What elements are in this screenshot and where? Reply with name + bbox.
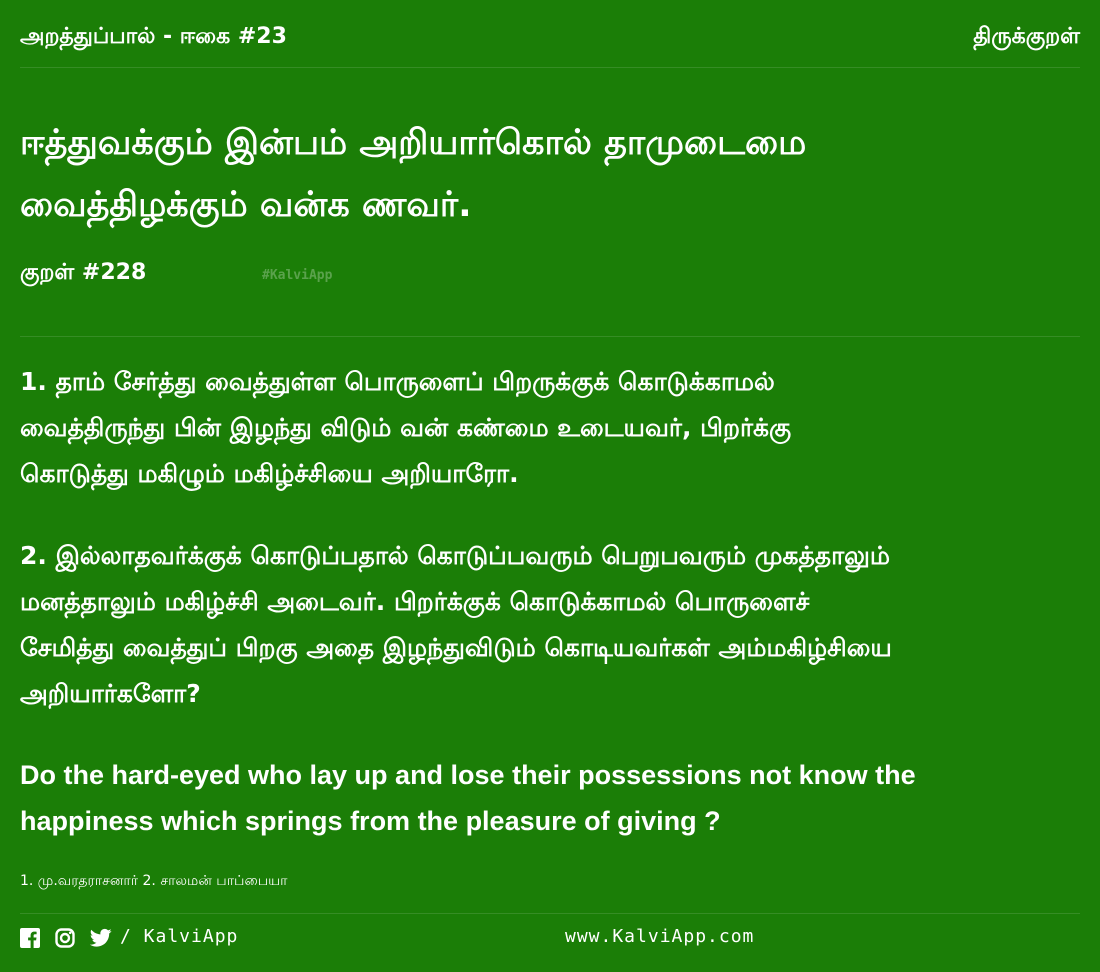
social-handle[interactable]: / KalviApp bbox=[120, 926, 239, 947]
meaning-line: சேமித்து வைத்துப் பிறகு அதை இழந்துவிடும் கொடியவர்கள் அம்மகிழ்சியை bbox=[20, 633, 892, 662]
kural-number: குறள் #228 bbox=[20, 260, 147, 285]
kural-line-1: ஈத்துவக்கும் இன்பம் அறியார்கொல் தாமுடைமை bbox=[20, 123, 807, 163]
meaning-line: கொடுத்து மகிழும் மகிழ்ச்சியை அறியாரோ. bbox=[20, 459, 519, 488]
meaning-line: 1. தாம் சேர்த்து வைத்துள்ள பொருளைப் பிறருக்குக் கொடுக்காமல் bbox=[20, 367, 775, 396]
twitter-icon[interactable] bbox=[90, 928, 112, 952]
watermark-tag: #KalviApp bbox=[262, 268, 333, 283]
top-bar bbox=[20, 24, 1080, 56]
section-title: அறத்துப்பால் - ஈகை #23 bbox=[20, 24, 287, 49]
meaning-2 bbox=[20, 533, 1090, 717]
english-translation bbox=[20, 752, 1080, 844]
social-links bbox=[20, 928, 122, 948]
footer-divider bbox=[20, 913, 1080, 914]
website-link[interactable]: www.KalviApp.com bbox=[565, 926, 755, 947]
credits: 1. மு.வரதராசனார் 2. சாலமன் பாப்பையா bbox=[20, 873, 288, 889]
kural-line-2: வைத்திழக்கும் வன்க ணவர். bbox=[20, 185, 472, 225]
footer bbox=[20, 924, 1080, 952]
kural-card bbox=[20, 0, 1080, 972]
meaning-line: வைத்திருந்து பின் இழந்து விடும் வன் கண்மை உடையவர், பிறர்க்கு bbox=[20, 413, 792, 442]
header-divider bbox=[20, 67, 1080, 68]
meaning-line: 2. இல்லாதவர்க்குக் கொடுப்பதால் கொடுப்பவரும் பெறுபவரும் முகத்தாலும் bbox=[20, 541, 891, 570]
english-line-1: Do the hard-eyed who lay up and lose their possessions not know the bbox=[20, 760, 916, 790]
instagram-icon[interactable] bbox=[55, 928, 75, 952]
kural-verse bbox=[20, 112, 1080, 236]
meaning-line: அறியார்களோ? bbox=[20, 679, 201, 708]
english-line-2: happiness which springs from the pleasure of giving ? bbox=[20, 806, 721, 836]
meaning-line: மனத்தாலும் மகிழ்ச்சி அடைவர். பிறர்க்குக் கொடுக்காமல் பொருளைச் bbox=[20, 587, 810, 616]
brand-title: திருக்குறள் bbox=[973, 24, 1080, 49]
verse-divider bbox=[20, 336, 1080, 337]
meaning-1 bbox=[20, 359, 1090, 497]
facebook-icon[interactable] bbox=[20, 928, 40, 952]
